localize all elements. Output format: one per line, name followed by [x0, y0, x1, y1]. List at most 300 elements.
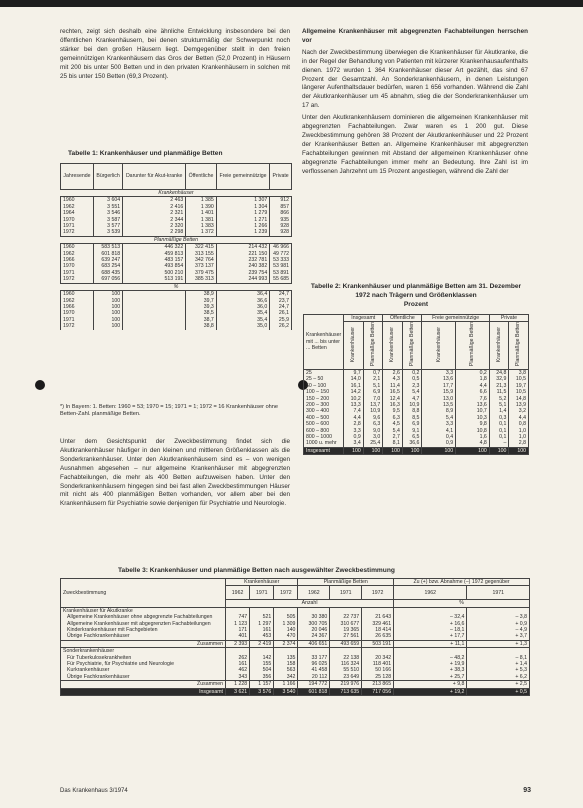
- table-row: [61, 244, 292, 251]
- table2-value-cell: 13,3: [344, 402, 364, 408]
- table2-size-class: 300 – 400: [304, 408, 344, 414]
- table1-value-cell: 3 551: [93, 204, 122, 210]
- table3-value-cell: 310 677: [330, 621, 362, 627]
- table2-group: Freie gemeinnützige: [422, 315, 489, 322]
- table3-total-cell: + 9,8: [394, 681, 467, 688]
- table3-empty-cell: [226, 648, 250, 655]
- table2-value-cell: –: [489, 440, 509, 447]
- table3-value-cell: 505: [274, 614, 298, 620]
- table3-year-header: 1972: [274, 586, 298, 600]
- table2-value-cell: 16,1: [344, 383, 364, 389]
- table1-value-cell: 1 279: [216, 210, 269, 216]
- table2-value-cell: 24,8: [489, 369, 509, 376]
- table2-size-class: 25 – 50: [304, 376, 344, 382]
- table-row: [61, 229, 292, 236]
- table1-value-cell: 35,4: [216, 317, 269, 323]
- table3-unit: %: [394, 600, 530, 607]
- table2-row-header: Krankenhäuser mit ... bis unter ... Betten: [304, 315, 344, 370]
- table3-purpose-cell: Allgemeine Krankenhäuser ohne abgegrenzte Fachabteilungen: [61, 614, 226, 620]
- table3-group: Zu (+) bzw. Abnahme (–) 1972 gegenüber: [394, 579, 530, 586]
- table2-value-cell: 13,6: [456, 402, 490, 408]
- table3-value-cell: – 32,4: [394, 614, 467, 620]
- table2-value-cell: 9,5: [383, 408, 403, 414]
- table2-value-cell: 6,9: [363, 389, 383, 395]
- table-row: [61, 291, 292, 298]
- table1-footnote: *) In Bayern: 1. Betten: 1960 = 53; 1970 = 15; 1971 = 1; 1972 = 16 Krankenhäuser ohne Betten-Zahl. planmäßige Betten.: [60, 404, 279, 417]
- table3-year-header: 1962: [226, 586, 250, 600]
- table1-header: Öffentliche: [186, 164, 217, 190]
- table2-value-cell: 32,9: [489, 376, 509, 382]
- table3-total-cell: 601 818: [298, 688, 330, 695]
- table3-title: Tabelle 3: Krankenhäuser und planmäßige Betten nach ausgewählter Zweckbestimmung: [118, 567, 395, 574]
- table2-value-cell: 13,6: [422, 376, 456, 382]
- table-row: [61, 633, 530, 640]
- table2-value-cell: 0,1: [489, 421, 509, 427]
- table2-value-cell: 6,3: [383, 415, 403, 421]
- table2-value-cell: 1,6: [456, 434, 490, 440]
- table3-value-cell: + 25,7: [394, 674, 467, 681]
- table3-total-cell: + 11,1: [394, 640, 467, 647]
- table1-section-label: Krankenhäuser: [61, 190, 292, 197]
- table3-value-cell: 1 123: [226, 621, 250, 627]
- text-column-right-top: [302, 28, 528, 180]
- top-bar: [0, 0, 583, 7]
- table2-value-cell: 8,9: [422, 408, 456, 414]
- table1-value-cell: 214 432: [216, 244, 269, 251]
- table2-total-cell: 100: [402, 447, 422, 454]
- table1-value-cell: 36,6: [216, 298, 269, 304]
- table3-value-cell: 521: [250, 614, 274, 620]
- table2-total-cell: 100: [489, 447, 509, 454]
- table1-value-cell: 2 298: [123, 229, 186, 236]
- table2-value-cell: 2,6: [383, 369, 403, 376]
- table1-value-cell: 3 546: [93, 210, 122, 216]
- table1-value-cell: 1 266: [216, 223, 269, 229]
- table2-value-cell: 4,4: [344, 415, 364, 421]
- table2-total-cell: 100: [363, 447, 383, 454]
- table1-value-cell: 601 818: [93, 251, 122, 257]
- table2-total-label: Insgesamt: [304, 447, 344, 454]
- table3-value-cell: 161: [226, 661, 250, 667]
- table1-year-cell: 1960: [61, 244, 94, 251]
- table2-sub-header-label: Krankenhäuser: [495, 326, 502, 363]
- table2-value-cell: 2,8: [509, 440, 529, 447]
- table1-value-cell: 3 539: [93, 229, 122, 236]
- table1-value-cell: 24,7: [270, 304, 292, 310]
- table2-value-cell: 19,7: [509, 383, 529, 389]
- table2-value-cell: 8,8: [402, 408, 422, 414]
- table3-value-cell: 55 510: [330, 667, 362, 673]
- paragraph: Unter dem Gesichtspunkt der Zweckbestimmung findet sich die Akutkrankenhäuser häufiger in den kleinen und mittleren Größenklassen als die Sonderkrankenhäuser. Unter den Akutkrankenhäusern sind es – von wenigen Ausnahmen abgesehen – nur allgemeine Krankenhäuser mit abgegrenzten Fachabteilungen, die mehr als 400 Betten aufzuweisen haben. Unter den Sonderkrankenhäusern hingegen sind bei fast allen Zweckbestimmungen Häuser mit nicht als 400 planmäßigen Betten vorhanden, vor allem aber bei den Krankenhäusern für Psychiatrie sowie denjenigen für Psychiatrie und Neurologie.: [60, 438, 290, 508]
- table3-value-cell: 470: [274, 633, 298, 640]
- table1-value-cell: 322 415: [186, 244, 217, 251]
- table2-value-cell: 10,9: [402, 402, 422, 408]
- punch-hole: [35, 380, 45, 390]
- table1-value-cell: 53 981: [270, 263, 292, 269]
- table2-value-cell: 10,8: [456, 428, 490, 434]
- table2-value-cell: 4,3: [383, 376, 403, 382]
- table3-value-cell: 118 401: [362, 661, 394, 667]
- table3-value-cell: 96 025: [298, 661, 330, 667]
- table2-title: Tabelle 2: Krankenhäuser und planmäßige Betten am 31. Dezember 1972 nach Trägern und Größenklassen: [310, 283, 522, 299]
- table2-value-cell: 13,0: [422, 396, 456, 402]
- table3-purpose-cell: Kinderkrankenhäuser mit Fachgebieten: [61, 627, 226, 633]
- table1-value-cell: 25,9: [270, 317, 292, 323]
- table2-value-cell: 0,4: [422, 434, 456, 440]
- table1-value-cell: 35,4: [216, 310, 269, 316]
- table1-year-cell: 1962: [61, 298, 94, 304]
- table1-value-cell: 35,0: [216, 323, 269, 329]
- table2-size-class: 500 – 600: [304, 421, 344, 427]
- table3-value-cell: 158: [274, 661, 298, 667]
- table2-value-cell: 4,8: [456, 440, 490, 447]
- table1-value-cell: 2 344: [123, 217, 186, 223]
- table2-value-cell: 0,1: [489, 428, 509, 434]
- table1-year-cell: 1960: [61, 197, 94, 204]
- table3-purpose-cell: Kurkrankenhäuser: [61, 667, 226, 673]
- table2-value-cell: 6,3: [363, 421, 383, 427]
- table1-header: Jahresende: [61, 164, 94, 190]
- table3-total-cell: + 1,3: [467, 640, 530, 647]
- table2-value-cell: 10,5: [509, 389, 529, 395]
- table2-sub-header-label: Planmäßige Betten: [469, 322, 476, 367]
- table3-total-cell: + 2,5: [467, 681, 530, 688]
- table2-value-cell: 3,3: [344, 428, 364, 434]
- table1-value-cell: 688 435: [93, 270, 122, 276]
- table-row: [61, 323, 292, 329]
- table1-value-cell: 100: [93, 323, 122, 329]
- table1-value-cell: 1 381: [186, 217, 217, 223]
- table3-value-cell: – 18,1: [394, 627, 467, 633]
- table1-year-cell: 1971: [61, 317, 94, 323]
- table3-value-cell: 21 643: [362, 614, 394, 620]
- table3-purpose-cell: Übrige Fachkrankenhäuser: [61, 633, 226, 640]
- table1-value-cell: 857: [270, 204, 292, 210]
- table3-total-cell: 713 635: [330, 688, 362, 695]
- table1-value-cell: 1 304: [216, 204, 269, 210]
- table1-value-cell: 100: [93, 310, 122, 316]
- table3-value-cell: + 17,7: [394, 633, 467, 640]
- table1-section-label: %: [61, 283, 292, 290]
- table3-value-cell: 343: [226, 674, 250, 681]
- table3-total-label: Zusammen: [61, 640, 226, 647]
- table3-total-cell: 219 976: [330, 681, 362, 688]
- table3-purpose-cell: Für Tuberkulosekrankheiten: [61, 655, 226, 661]
- table1-year-cell: 1962: [61, 251, 94, 257]
- table1-value-cell: 1 307: [216, 197, 269, 204]
- table2-value-cell: 4,4: [509, 415, 529, 421]
- table1-year-cell: 1970: [61, 217, 94, 223]
- table1-value-cell: 1 239: [216, 229, 269, 236]
- table2-value-cell: 5,1: [363, 383, 383, 389]
- table1-value-cell: 1 401: [186, 210, 217, 216]
- table1-year-cell: 1970: [61, 263, 94, 269]
- table1-value-cell: 912: [270, 197, 292, 204]
- text-column-left-top: [60, 28, 290, 84]
- table1-value-cell: 53 333: [270, 257, 292, 263]
- table1-value-cell: 3 587: [93, 217, 122, 223]
- table2-value-cell: 9,8: [456, 421, 490, 427]
- table1-value-cell: 639 247: [93, 257, 122, 263]
- table3-empty-cell: [330, 648, 362, 655]
- table2-sub-header: [402, 322, 422, 370]
- table3-value-cell: 27 561: [330, 633, 362, 640]
- table1-year-cell: 1970: [61, 310, 94, 316]
- table3-unit: Anzahl: [226, 600, 394, 607]
- table3-total-label: Insgesamt: [61, 688, 226, 695]
- table3-value-cell: + 19,9: [394, 661, 467, 667]
- table1-value-cell: 46 966: [270, 244, 292, 251]
- table1-value-cell: 38,7: [186, 317, 217, 323]
- table2-size-class: 1000 u. mehr: [304, 440, 344, 447]
- table3-value-cell: 30 380: [298, 614, 330, 620]
- table3-value-cell: 356: [250, 674, 274, 681]
- table3-value-cell: – 3,8: [467, 614, 530, 620]
- table2-value-cell: 7,4: [344, 408, 364, 414]
- table1-value-cell: 38,9: [186, 291, 217, 298]
- table2-value-cell: 5,4: [402, 389, 422, 395]
- paragraph: Unter den Akutkrankenhäusern dominieren die allgemeinen Krankenhäuser mit abgegrenzten Fachabteilungen. Zwar waren es 1 200 gut. Diese Zweckbestimmung gehören 38 Prozent der Akutkrankenhäuser und 22 Prozent der Krankenhäuser Betten an. Allgemeine Krankenhäuser mit abgegrenzten Fachabteilungen gewinnen mit Abstand der allgemeinen Krankenhäuser ohne abgegrenzte Fachabteilungen immer mehr an Bedeutung. Ihre Zahl ist im verflossenen Jahrzehnt um 15 Prozent angestiegen, während die Zahl der: [302, 114, 528, 175]
- table2-value-cell: 0,1: [489, 434, 509, 440]
- table2-value-cell: 21,3: [489, 383, 509, 389]
- table1-year-cell: 1972: [61, 276, 94, 283]
- table3-total-cell: 1 228: [226, 681, 250, 688]
- table3-value-cell: 142: [250, 655, 274, 661]
- table1-value-cell: 459 813: [123, 251, 186, 257]
- table2-value-cell: 16,3: [383, 402, 403, 408]
- table1-year-cell: 1971: [61, 270, 94, 276]
- table2-sub-header: [456, 322, 490, 370]
- table3-value-cell: 20 342: [362, 655, 394, 661]
- table1-value-cell: 100: [93, 304, 122, 310]
- table3-total-cell: 406 651: [298, 640, 330, 647]
- table1-value-cell: 373 137: [186, 263, 217, 269]
- table2-value-cell: 4,1: [422, 428, 456, 434]
- table1-year-cell: 1972: [61, 323, 94, 329]
- table3-total-label: Zusammen: [61, 681, 226, 688]
- table3-subtotal-row: [61, 681, 530, 688]
- table2-value-cell: 1,0: [509, 428, 529, 434]
- table2-size-class: 200 – 300: [304, 402, 344, 408]
- table3-purpose-cell: Allgemeine Krankenhäuser mit abgegrenzten Fachabteilungen: [61, 621, 226, 627]
- table3-value-cell: 262: [226, 655, 250, 661]
- table2-value-cell: 11,5: [489, 389, 509, 395]
- table1-year-cell: 1962: [61, 204, 94, 210]
- table3-value-cell: 140: [274, 627, 298, 633]
- table2-value-cell: 6,9: [402, 421, 422, 427]
- table2-sub-header: [363, 322, 383, 370]
- table1-value-cell: 2 463: [123, 197, 186, 204]
- table1-value-cell: 697 056: [93, 276, 122, 283]
- table3-value-cell: 171: [226, 627, 250, 633]
- table1-value-cell: 100: [93, 298, 122, 304]
- table2-value-cell: 10,2: [344, 396, 364, 402]
- table2-value-cell: 17,7: [422, 383, 456, 389]
- table2-value-cell: 12,4: [383, 396, 403, 402]
- table3-value-cell: – 48,2: [394, 655, 467, 661]
- table3-value-cell: 462: [226, 667, 250, 673]
- table3-total-cell: + 0,5: [467, 688, 530, 695]
- table2-value-cell: 0,2: [456, 369, 490, 376]
- table1-year-cell: 1972: [61, 229, 94, 236]
- table2-value-cell: 4,4: [456, 383, 490, 389]
- paragraph: rechten, zeigt sich deshalb eine ähnliche Entwicklung insbesondere bei den öffentlichen Krankenhäusern, bei denen strukturmäßig der Schwerpunkt noch stärker bei den großen Häusern liegt. Demgegenüber stellt in den freien gemeinnützigen Krankenhäusern das Gros der Betten (52,0 Prozent) in Häusern mit 200 bis unter 500 Betten und in den privaten Krankenhäusern in solchen mit 25 bis unter 150 Betten (69,3 Prozent).: [60, 28, 290, 80]
- table2-value-cell: 10,5: [509, 376, 529, 382]
- table1-value-cell: 221 150: [216, 251, 269, 257]
- table3-value-cell: 18 414: [362, 627, 394, 633]
- table3-value-cell: 24 367: [298, 633, 330, 640]
- table2-size-class: 600 – 800: [304, 428, 344, 434]
- table2-total-cell: 100: [509, 447, 529, 454]
- table1-value-cell: 36,0: [216, 304, 269, 310]
- table2-total-cell: 100: [383, 447, 403, 454]
- table2-value-cell: 14,2: [344, 389, 364, 395]
- table2-value-cell: 1,0: [509, 434, 529, 440]
- table3-value-cell: 23 649: [330, 674, 362, 681]
- table2-value-cell: 0,5: [402, 376, 422, 382]
- table3-total-cell: 1 166: [274, 681, 298, 688]
- table3-value-cell: 25 128: [362, 674, 394, 681]
- table1-value-cell: 39,3: [186, 304, 217, 310]
- table3-value-cell: 504: [250, 667, 274, 673]
- table3-empty-cell: [362, 648, 394, 655]
- table-row: [61, 614, 530, 620]
- table2-total-cell: 100: [456, 447, 490, 454]
- table2-sub-header: [509, 322, 529, 370]
- table1-value-cell: 500 210: [123, 270, 186, 276]
- table3-value-cell: 33 177: [298, 655, 330, 661]
- table3-value-cell: 342: [274, 674, 298, 681]
- table3-year-header: 1972: [362, 586, 394, 600]
- table3-value-cell: 300 705: [298, 621, 330, 627]
- table2-size-class: 25: [304, 369, 344, 376]
- table1-value-cell: 446 322: [123, 244, 186, 251]
- table2-sub-header-label: Planmäßige Betten: [369, 322, 376, 367]
- table2-size-class: 150 – 200: [304, 396, 344, 402]
- table3-value-cell: 161: [250, 627, 274, 633]
- table3-value-cell: 155: [250, 661, 274, 667]
- page-number: 93: [523, 787, 531, 794]
- table1-value-cell: 53 891: [270, 270, 292, 276]
- table1-value-cell: 39,7: [186, 298, 217, 304]
- table1-value-cell: 1 385: [186, 197, 217, 204]
- table3-value-cell: 747: [226, 614, 250, 620]
- table3: [60, 578, 530, 696]
- table-row: [304, 440, 529, 447]
- table2-value-cell: 13,7: [363, 402, 383, 408]
- table2-size-class: 50 – 100: [304, 383, 344, 389]
- table1: [60, 163, 292, 330]
- table3-empty-cell: [467, 648, 530, 655]
- table3-value-cell: 50 166: [362, 667, 394, 673]
- table3-row-header: Zweckbestimmung: [61, 579, 226, 608]
- table3-value-cell: 22 737: [330, 614, 362, 620]
- table2-value-cell: 10,9: [363, 408, 383, 414]
- table1-value-cell: [123, 291, 186, 298]
- table3-total-cell: 3 621: [226, 688, 250, 695]
- table1-value-cell: 55 685: [270, 276, 292, 283]
- table3-empty-cell: [298, 648, 330, 655]
- table1-value-cell: 1 383: [186, 223, 217, 229]
- table2-value-cell: 6,5: [402, 434, 422, 440]
- table3-comp-year-header: 1962: [394, 586, 467, 600]
- table1-value-cell: 2 416: [123, 204, 186, 210]
- table2-sub-header: [489, 322, 509, 370]
- table3-empty-cell: [274, 607, 298, 614]
- table2-subtitle: Prozent: [403, 301, 429, 308]
- table2-sub-header-label: Krankenhäuser: [435, 326, 442, 363]
- table2-sub-header-label: Planmäßige Betten: [408, 322, 415, 367]
- table-row: [61, 197, 292, 204]
- table1-value-cell: [123, 323, 186, 329]
- table3-block-label: Krankenhäuser für Akutkranke: [61, 607, 226, 614]
- table3-total-cell: 194 772: [298, 681, 330, 688]
- table2-value-cell: 0,7: [363, 369, 383, 376]
- table3-value-cell: 19 365: [330, 627, 362, 633]
- table3-value-cell: 22 138: [330, 655, 362, 661]
- table3-value-cell: 401: [226, 633, 250, 640]
- table3-subtotal-row: [61, 640, 530, 647]
- table2-value-cell: 8,5: [402, 415, 422, 421]
- table3-value-cell: – 8,1: [467, 655, 530, 661]
- table2-value-cell: 10,3: [456, 415, 490, 421]
- table2-value-cell: 16,5: [383, 389, 403, 395]
- table2-value-cell: 25,4: [363, 440, 383, 447]
- table1-value-cell: 239 754: [216, 270, 269, 276]
- table1-header: Bürgerlich: [93, 164, 122, 190]
- table1-value-cell: 313 155: [186, 251, 217, 257]
- table1-value-cell: 928: [270, 223, 292, 229]
- table2-value-cell: 6,6: [456, 389, 490, 395]
- table2-value-cell: 2,8: [344, 421, 364, 427]
- table2-value-cell: 2,1: [363, 376, 383, 382]
- table-row: [61, 674, 530, 681]
- table3-empty-cell: [394, 648, 467, 655]
- table3-total-cell: 503 191: [362, 640, 394, 647]
- table2-value-cell: 5,1: [489, 402, 509, 408]
- table2-value-cell: 3,2: [509, 408, 529, 414]
- table3-group: Planmäßige Betten: [298, 579, 394, 586]
- table3-total-cell: 717 056: [362, 688, 394, 695]
- table3-empty-cell: [274, 648, 298, 655]
- table2-value-cell: 4,7: [402, 396, 422, 402]
- table1-value-cell: 385 313: [186, 276, 217, 283]
- table3-value-cell: + 16,6: [394, 621, 467, 627]
- table3-value-cell: + 3,7: [467, 633, 530, 640]
- table1-header: Private: [270, 164, 292, 190]
- table2-sub-header: [344, 322, 364, 370]
- table1-year-cell: 1964: [61, 210, 94, 216]
- table2-sub-header: [422, 322, 456, 370]
- table2-group: Öffentliche: [383, 315, 422, 322]
- table1-value-cell: 49 772: [270, 251, 292, 257]
- table2-value-cell: 14,0: [344, 376, 364, 382]
- table1-value-cell: 232 781: [216, 257, 269, 263]
- table1-header: Darunter für Akut-kranke: [123, 164, 186, 190]
- table1-value-cell: 379 475: [186, 270, 217, 276]
- table1-header: Freie gemeinnützige: [216, 164, 269, 190]
- table2-value-cell: 3,3: [422, 369, 456, 376]
- table1-title: Tabelle 1: Krankenhäuser und planmäßige Betten: [68, 150, 223, 157]
- table3-value-cell: + 6,2: [467, 674, 530, 681]
- table1-value-cell: 2 321: [123, 210, 186, 216]
- table3-total-cell: 3 576: [250, 688, 274, 695]
- table1-value-cell: 583 513: [93, 244, 122, 251]
- table3-value-cell: 116 324: [330, 661, 362, 667]
- table1-value-cell: 483 157: [123, 257, 186, 263]
- table3-group: Krankenhäuser: [226, 579, 298, 586]
- table3-value-cell: – 4,9: [467, 627, 530, 633]
